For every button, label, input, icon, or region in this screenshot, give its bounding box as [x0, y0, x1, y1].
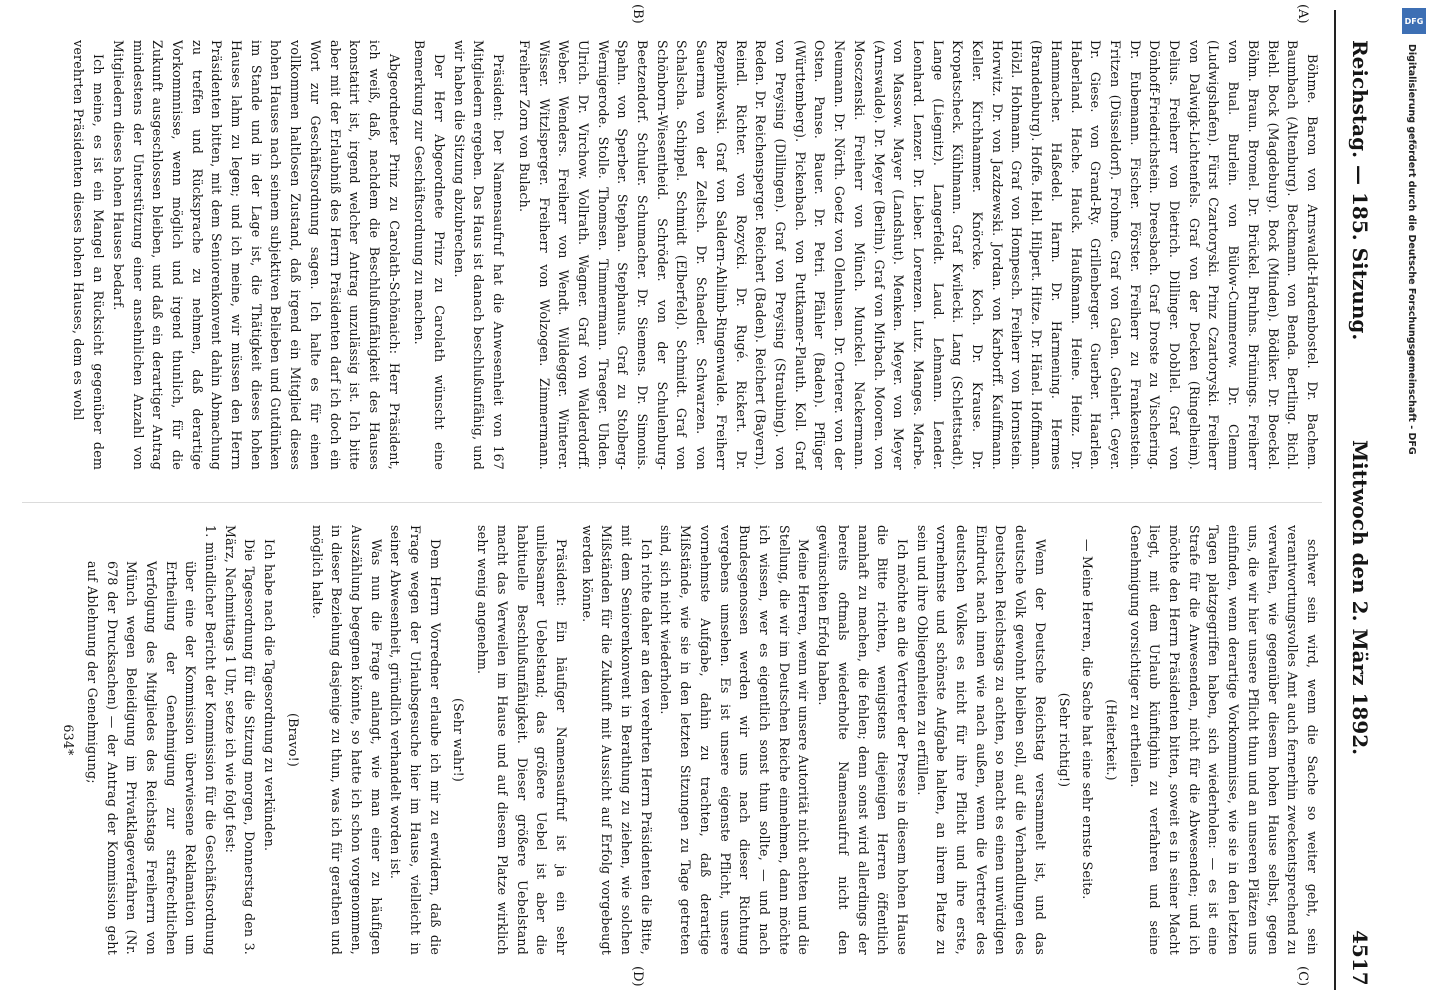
paragraph: Ich möchte an die Vertreter der Presse in diesem hohen Hause die Bitte richten, wenigstens diejenigen Herren öffentlich namhaft zu machen, die fehlen; denn sonst wird allerdings der bereits oftmals wiederholte Namensaufruf nicht den gewünschten Erfolg haben. [816, 525, 910, 955]
paragraph: Der Herr Abgeordnete Prinz zu Carolath wünscht eine Bemerkung zur Geschäftsordnung zu machen. [412, 40, 448, 470]
header-date: Mittwoch den 2. März 1892. [1348, 440, 1372, 756]
header-rule [1334, 10, 1336, 990]
paragraph: Ich meine, es ist ein Mangel an Rücksicht gegenüber dem verehrten Präsidenten dieses hohen Hauses, dem es wohl [71, 40, 107, 470]
paragraph: Was nun die Frage anlangt, wie man einer zu häufigen Auszählung begegnen könnte, so hatte ich schon vorgenommen, in dieser Beziehung dasjenige zu thun, was ich für gerathen und möglich halte. [309, 525, 384, 955]
interjection: (Sehr wahr!) [451, 698, 467, 782]
interjection: (Heiterkeit.) [1103, 699, 1119, 781]
header-left: Reichstag. — 185. Sitzung. [1348, 40, 1372, 341]
paragraph: Präsident: Ein häufiger Namensaufruf ist ja ein sehr unliebsamer Uebelstand; das größere Uebel ist aber die habituelle Beschlußunfähigkeit. Dieser größere Uebelstand macht das Verweilen im Hause und auf diesem Platze wirklich sehr wenig angenehm. [475, 525, 569, 955]
funding-note: Digitalisierung gefördert durch die Deutsche Forschungsgemeinschaft - DFG [1406, 44, 1417, 455]
dfg-sidebar [1396, 0, 1432, 1000]
margin-marker-a: (A) [1295, 4, 1310, 24]
page-number: 4517 [1348, 930, 1372, 986]
column-divider [22, 502, 1322, 503]
agenda-item: 1. mündlicher Bericht der Kommission für die Geschäftsordnung über eine der Kommission überwiesene Reklamation um Ertheilung der Genehmigung zur strafrechtlichen Verfolgung des Mitgliedes des Reichstags Freiherrn von Münch wegen Beleidigung im Privatklageverfahren (Nr. 678 der Drucksachen) — der Antrag der Kommission geht auf Ablehnung der Genehmigung; [84, 525, 219, 955]
member-list: Böhme. Baron von Arnswaldt-Hardenbostel. Dr. Bachem. Baumbach (Altenburg). Beckmann. von Benda. Bertling. Bichl. Biehl. Bock (Magdeburg). Bock (Minden). Bödiker. Dr. Boeckel. Böhm. Braun. Bromel. Dr. Brückel. Bruhns. Brünings. Freiherr von Bual. Burlein. von Bülow-Cummerow. Dr. Clemm (Ludwigshafen). Fürst Czartoryski. Prinz Czartoryski. Freiherr von Dalwigk-Lichtenfels. Graf von der Decken (Ringelheim). Delius. Freiherr von Dietrich. Dillinger. Dobllel. Graf von Dönhoff-Friedrichstein. Dreesbach. Graf Droste zu Vischering. Dr. Eubemann. Fischer. Förster. Freiherr zu Frankenstein. Fritzen (Düsseldorf). Frohme. Graf von Galen. Gehlert. Geyer. Dr. Giese. von Grand-Ry. Grillenberger. Guerber. Haarlen. Haberland. Hache. Hauck. Haußmann. Heine. Heinz. Dr. Hammacher. Haßedel. Harm. Dr. Harmening. Hermes (Brandenburg). Hoffe. Hehl. Hilpert. Hitze. Dr. Hänel. Hoffmann. Hölzl. Hohmann. Graf von Hompesch. Freiherr von Hornstein. Horwitz. Dr. von Jazdzewski. Jordan. von Karborff. Kauffmann. Keller. Kirchhammer. Knörcke. Koch. Dr. Krause. Dr. Kropatscheck. Kühlmann. Graf Kwilecki. Lang (Schlettstadt). Lange (Liegnitz). Langerfeldt. Laud. Lehmann. Lender. Leonhard. Lenzer. Dr. Lieber. Lorenzen. Lutz. Manges. Marbe. von Massow. Mayer (Landshut). Menken. Meyer. von Meyer (Arnswalde). Dr. Meyer (Berlin). Graf von Mirbach. Mooren. von Mosczenski. Freiherr von Münch. Munckel. Nackermann. Neumann. Dr. Nörth. Goetz von Olenhusen. Dr. Orterer. von der Osten. Panse. Bauer. Dr. Petri. Pfähler (Baden). Pflüger (Württemberg). Pickenbach. von Puttkamer-Plauth. Koll. Graf von Preysing (Dillingen). Graf von Preysing (Straubing). von Reden. Dr. Reichensperger. Reichert (Baden). Reichert (Bayern). Reindl. Richter. von Rozycki. Dr. Rugé. Rickert. Dr. Rzepnikowski. Graf von Saldern-Ahlimb-Ringenwalde. Freiherr Sauerma von der Zeltsch. Dr. Schaedler. Schwarzen. von Schalscha. Schippel. Schmidt (Elberfeld). Schmidt. Graf von Schönborn-Wiesentheid. Schröder. von der Schulenburg-Beetzendorf. Schuler. Schumacher. Dr. Siemens. Dr. Simonis. Spahn. von Sperber. Stephan. Stephanus. Graf zu Stolberg-Wernigerode. Stolle. Thomsen. Timmermann. Traeger. Uhden. Ulrich. Dr. Virchow. Vollrath. Wagner. Graf von Walderdorff. Weber. Wenders. Freiherr von Wendt. Wildegger. Winterer. Wisser. Witzlsperger. Freiherr von Wolzogen. Zimmermann. Freiherr Zorn von Bulach. [516, 40, 1320, 470]
running-header [1332, 0, 1380, 1000]
interjection: (Sehr richtig!) [1056, 692, 1072, 788]
paragraph: Abgeordneter Prinz zu Carolath-Schönaich: Herr Präsident, ich weiß, daß, nachdem die Beschlußunfähigkeit des Hauses konstatirt ist, irgend welcher Antrag unzulässig ist. Ich bitte aber mit der Erlaubniß des Herrn Präsidenten darf ich doch ein Wort zur Geschäftsordnung sagen. Ich halte es für einen vollkommen haltlosen Zustand, daß irgend ein Mitglied dieses hohen Hauses nach seinem subjektiven Belieben und Gutdünken im Stande und in der Lage ist, die Thätigkeit dieses hohen Hauses lahm zu legen; und ich meine, wir müssen den Herrn Präsidenten bitten, mit dem Seniorenkonvent dahin Abmachung zu treffen und Rücksprache zu nehmen, daß derartige Vorkommnisse, wenn möglich und irgend thunlich, für die Zukunft ausgeschlossen bleiben, und daß ein derartiger Antrag mindestens der Unterstützung einer ansehnlichen Anzahl von Mitgliedern dieses hohen Hauses bedarf. [110, 40, 402, 470]
paragraph: Meine Herren, wenn wir unsere Autorität nicht achten und die Stellung, die wir im Deutschen Reiche einnehmen, dann möchte ich wissen, wer es eigentlich sonst thun sollte, — und nach Bundesgenossen werden wir uns nach dieser Richtung vergebens umsehen. Es ist unsere eigenste Pflicht, unsere vornehmste Aufgabe, dahin zu trachten, daß derartige Mißstände, wie sie in den letzten Sitzungen zu Tage getreten sind, sich nicht wiederholen. [658, 525, 812, 955]
paragraph: Die Tagesordnung für die Sitzung morgen, Donnerstag den 3. März, Nachmittags 1 Uhr, setze ich wie folgt fest: [222, 525, 258, 955]
paragraph: schwer sein wird, wenn die Sache so weiter geht, sein verantwortungsvolles Amt auch fernerhin zweckentsprechend zu verwalten, wie gegenüber diesem hohen Hause selbst, gegen uns, die wir hier unsere Pflicht thun und an unseren Plätzen uns einfinden, wenn derartige Vorkommnisse, wie sie in den letzten Tagen platzgegriffen haben, sich wiederholen: — es ist eine Strafe für die Anwesenden, nicht für die Abwesenden; und ich möchte den Herrn Präsidenten bitten, soweit es in seiner Macht liegt, mit dem Urlaub künftighin zu verfahren und seine Genehmigung vorsichtiger zu ertheilen. [1127, 525, 1320, 955]
paragraph: — Meine Herren, die Sache hat eine sehr ernste Seite. [1080, 539, 1096, 900]
left-column [12, 40, 1322, 470]
paragraph: Ich habe nach die Tagesordnung zu verkünden. [262, 539, 278, 852]
interjection: (Bravo!) [285, 713, 301, 767]
margin-marker-d: (D) [630, 966, 645, 987]
paragraph: Wenn der Deutsche Reichstag versammelt ist, und das deutsche Volk gewohnt bleiben soll, auf die Verhandlungen des Deutschen Reichstags zu achten, so macht es einen unwürdigen Eindruck nach innen wie nach außen, wenn die Vertreter des deutschen Volkes es nicht für ihre Pflicht und ihre erste, vornehmste und schönste Aufgabe halten, an ihrem Platze zu sein und ihre Obliegenheiten zu erfüllen. [914, 525, 1048, 955]
paragraph: Dem Herrn Vorredner erlaube ich mir zu erwidern, daß die Frage wegen der Urlaubsgesuche hier im Hause, vielleicht in seiner Abwesenheit, gründlich verhandelt worden ist. [388, 525, 443, 955]
margin-marker-b: (B) [630, 4, 645, 24]
paragraph: Präsident: Der Namensaufruf hat die Anwesenheit von 167 Mitgliedern ergeben. Das Haus ist danach beschlußunfähig, und wir haben die Sitzung abzubrechen. [451, 40, 507, 470]
right-column [12, 525, 1322, 955]
dfg-logo: DFG [1402, 8, 1426, 34]
paragraph: Ich richte daher an den verehrten Herrn Präsidenten die Bitte, mit dem Seniorenkonvent in Berathung zu ziehen, wie solchen Mißständen für die Zukunft mit Aussicht auf Erfolg vorgebeugt werden könne. [579, 525, 654, 955]
signature-mark: 634* [61, 724, 77, 756]
margin-marker-c: (C) [1295, 966, 1310, 987]
